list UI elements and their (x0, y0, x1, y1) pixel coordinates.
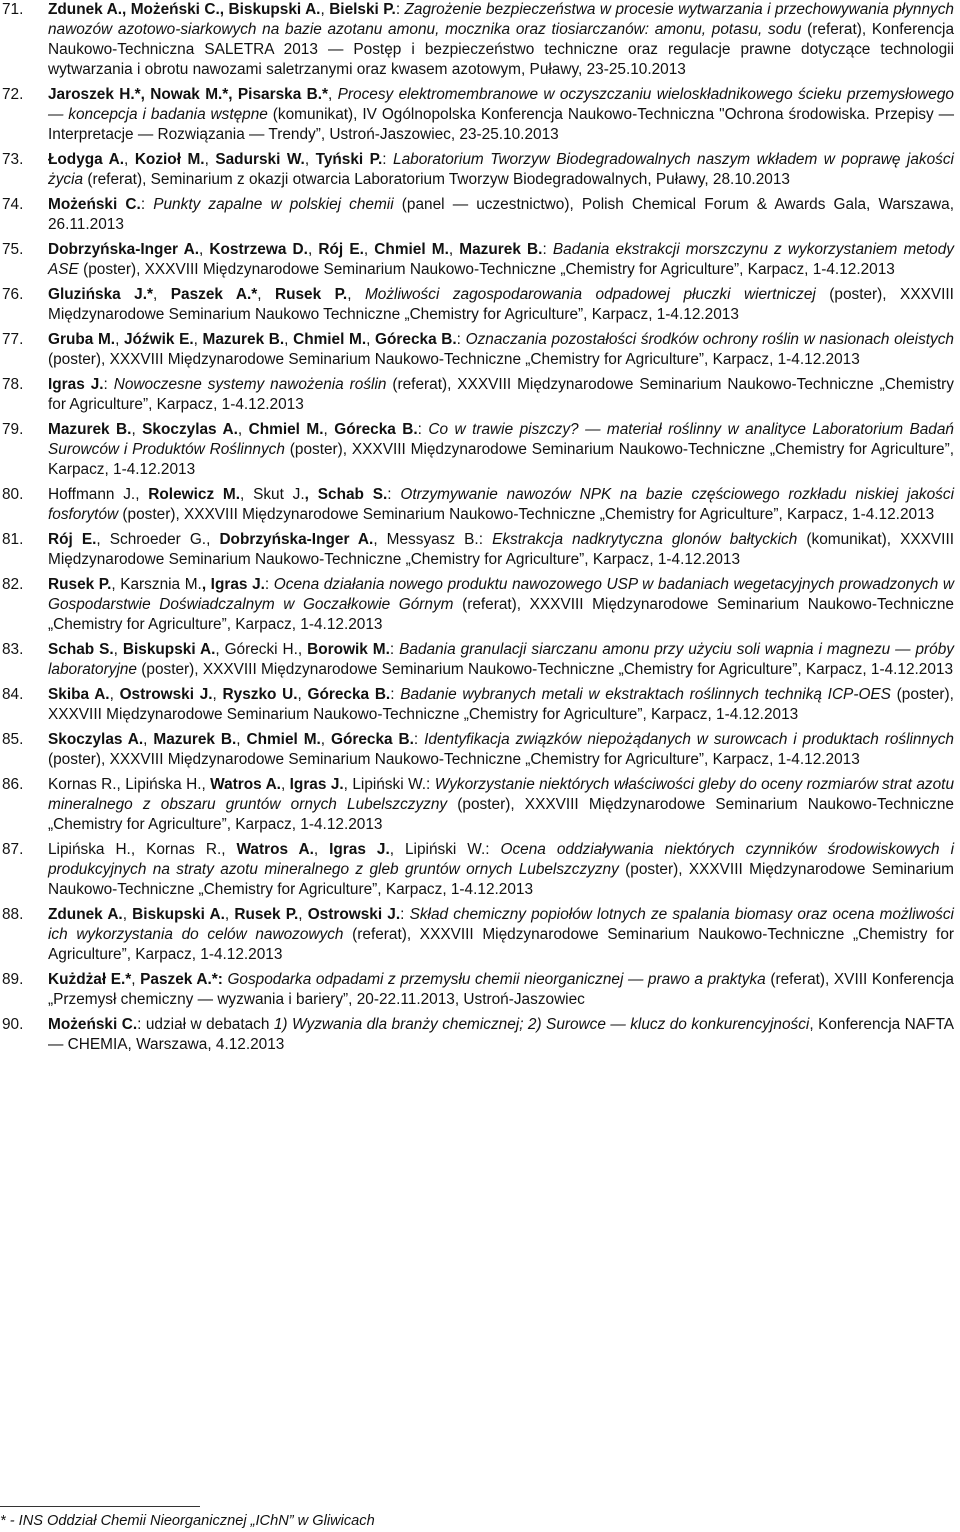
entry-details: (poster), XXXVIII Międzynarodowe Seminarium Naukowo-Techniczne „Chemistry for Agriculture”, Karpacz, 1-4.12.2013 (48, 351, 860, 368)
entry-text (48, 85, 954, 145)
entry-authors: Ostrowski J. (307, 906, 401, 923)
entry-authors: Gluzińska J.* (48, 286, 153, 303)
entry-details: , Lipiński W.: (343, 776, 435, 793)
entry-authors: Paszek A.* (170, 286, 258, 303)
entry-title: Zagrożenie bezpieczeństwa w procesie wytwarzania i przechowywania płynnych nawozów azotowo-siarkowych na bazie azotanu amonu, mocznika oraz tiosiarczanów: amonu, potasu, sodu (48, 1, 954, 38)
entry-authors: Rusek P. (48, 576, 112, 593)
entry-authors: Ostrowski J. (119, 686, 213, 703)
entry-authors: Rusek P. (274, 286, 348, 303)
entry-title: Laboratorium Tworzyw Biodegradowalnych naszym wkładem w poprawę jakości życia (48, 151, 954, 188)
entry-details: : (140, 196, 154, 213)
entry-number: 77. (2, 331, 24, 348)
entry-authors: Skoczylas A. (142, 421, 238, 438)
entry-number: 76. (2, 286, 24, 303)
entry-details: , (298, 906, 308, 923)
entry-authors: Skoczylas A. (48, 731, 144, 748)
entry-authors: Igras J. (48, 376, 104, 393)
entry-text (48, 730, 954, 770)
entry-title: Otrzymywanie nawozów NPK na bazie częściowego rozkładu niskiej jakości fosforytów (48, 486, 954, 523)
entry-authors: Górecka B. (375, 331, 457, 348)
entry-details: (referat), XXXVIII Międzynarodowe Seminarium Naukowo-Techniczne „Chemistry for Agriculture”, Karpacz, 1-4.12.2013 (48, 376, 954, 413)
entry-title: Procesy elektromembranowe w oczyszczaniu wieloskładnikowego ścieku przemysłowego ― koncepcja i badania wstępne (48, 86, 954, 123)
entry-authors: Igras J. (289, 776, 344, 793)
entry-text (48, 485, 954, 525)
entry-number: 78. (2, 376, 24, 393)
entry-text (48, 970, 954, 1010)
entry-details: , (257, 286, 275, 303)
entry-details: (referat), XXXVIII Międzynarodowe Seminarium Naukowo-Techniczne „Chemistry for Agriculture”, Karpacz, 1-4.12.2013 (48, 926, 955, 963)
publication-entry (0, 840, 958, 900)
entry-authors: Chmiel M. (248, 421, 324, 438)
entry-number: 71. (2, 1, 24, 18)
entry-details: Lipińska H., Kornas R., (48, 841, 237, 858)
publication-entry (0, 150, 958, 190)
entry-details: , (124, 151, 135, 168)
publication-entry (0, 375, 958, 415)
publication-entry (0, 330, 958, 370)
entry-title: Skład chemiczny popiołów lotnych ze spalania biomasy oraz ocena możliwości ich wykorzystania do celów nawozowych (48, 906, 954, 943)
entry-details: Hoffmann J., (48, 486, 149, 503)
publication-entry (0, 530, 958, 570)
entry-details: : (390, 686, 401, 703)
entry-title: Badanie wybranych metali w ekstraktach roślinnych techniką ICP-OES (400, 686, 891, 703)
entry-details: : (395, 1, 405, 18)
entry-details: : (542, 241, 553, 258)
entry-number: 80. (2, 486, 24, 503)
entry-authors: Chmiel M. (293, 331, 367, 348)
entry-text (48, 150, 954, 190)
publication-entry (0, 730, 958, 770)
entry-details: , (122, 906, 133, 923)
entry-details: , Górecki H., (215, 641, 308, 658)
publication-entry (0, 0, 958, 80)
entry-text (48, 775, 954, 835)
entry-title: Badania granulacji siarczanu amonu przy użyciu soli wapnia i magnezu ― próby laboratoryjne (48, 641, 954, 678)
entry-details: : (103, 376, 114, 393)
entry-details: (komunikat), XXXVIII Międzynarodowe Seminarium Naukowo-Techniczne „Chemistry for Agriculture”, Karpacz, 1-4.12.2013 (48, 531, 955, 568)
entry-details: (panel ― uczestnictwo), Polish Chemical Forum & Awards Gala, Warszawa, 26.11.2013 (48, 196, 954, 233)
entry-number: 87. (2, 841, 24, 858)
entry-details: , (280, 776, 290, 793)
entry-details: , (153, 286, 171, 303)
entry-details: , (131, 971, 141, 988)
entry-details: , (304, 151, 316, 168)
entry-text (48, 530, 954, 570)
entry-details: , (363, 241, 375, 258)
publication-entry (0, 285, 958, 325)
entry-authors: Watros A. (236, 841, 314, 858)
entry-details: (poster), XXXVIII Międzynarodowe Seminarium Naukowo Techniczne „Chemistry for Agriculture”, Karpacz, 1-4.12.2013 (48, 286, 954, 323)
entry-details: (poster), XXXVIII Międzynarodowe Seminarium Naukowo-Techniczne „Chemistry for Agriculture”, Karpacz, 1-4.12.2013 (48, 861, 954, 898)
entry-authors: Jóźwik E. (123, 331, 194, 348)
entry-details: , (115, 331, 124, 348)
entry-details: , (236, 731, 247, 748)
entry-authors: Chmiel M. (246, 731, 321, 748)
entry-authors: Jaroszek H.*, Nowak M.*, Pisarska B.* (48, 86, 328, 103)
entry-authors: , Schab S. (304, 486, 388, 503)
entry-title: Nowoczesne systemy nawożenia roślin (113, 376, 387, 393)
entry-text (48, 375, 954, 415)
entry-details: , (323, 421, 335, 438)
entry-authors: Paszek A.*: (140, 971, 223, 988)
footnote: * - INS Oddział Chemii Nieorganicznej „IChN” w Gliwicach (0, 1513, 375, 1529)
entry-text (48, 640, 954, 680)
entry-details: , Skut J. (240, 486, 305, 503)
entry-details: , (237, 421, 249, 438)
entry-authors: , Igras J. (201, 576, 265, 593)
entry-authors: Mazurek B. (459, 241, 543, 258)
publication-entry (0, 905, 958, 965)
publication-entry (0, 575, 958, 635)
publication-entry (0, 485, 958, 525)
entry-title: Gospodarka odpadami z przemysłu chemii nieorganicznej ― prawo a praktyka (227, 971, 766, 988)
entry-details: , (204, 151, 216, 168)
entry-authors: Rusek P. (234, 906, 299, 923)
entry-authors: Zdunek A. (48, 906, 123, 923)
entry-text (48, 195, 954, 235)
entry-details: : (387, 486, 401, 503)
entry-authors: Rolewicz M. (148, 486, 241, 503)
entry-authors: Biskupski A. (122, 641, 216, 658)
entry-details: (poster), XXXVIII Międzynarodowe Seminarium Naukowo-Techniczne „Chemistry for Agriculture”, Karpacz, 1-4.12.2013 (78, 261, 895, 278)
entry-details: , (320, 731, 331, 748)
entry-text (48, 840, 954, 900)
entry-details: , (143, 731, 154, 748)
entry-details: : udział w debatach (137, 1016, 274, 1033)
entry-title: Ocena oddziaływania niektórych czynników środowiskowych i produkcyjnych na straty azotu mineralnego z gleb gruntów ornych Lubelszczyzny (48, 841, 955, 878)
entry-details: , (224, 906, 235, 923)
entry-authors: Biskupski A. (132, 906, 225, 923)
entry-title: Ocena działania nowego produktu nawozowego USP w badaniach wegetacyjnych prowadzonych w Gospodarstwie Doświadczalnym w Goczałkowie Górnym (48, 576, 955, 613)
entry-text (48, 905, 954, 965)
entry-number: 73. (2, 151, 24, 168)
entry-details: : (400, 906, 410, 923)
publication-entry (0, 85, 958, 145)
publication-entry (0, 775, 958, 835)
entry-authors: Bielski P. (329, 1, 396, 18)
entry-authors: Zdunek A., Możeński C., Biskupski A. (48, 1, 321, 18)
entry-details: : (417, 421, 429, 438)
entry-details: : (264, 576, 274, 593)
entry-title: Identyfikacja związków niepożądanych w surowcach i produktach roślinnych (424, 731, 954, 748)
entry-authors: Górecka B. (307, 686, 391, 703)
entry-authors: Skiba A. (48, 686, 110, 703)
entry-authors: Borowik M. (307, 641, 390, 658)
entry-details: , (198, 241, 210, 258)
entry-authors: Tyński P. (315, 151, 383, 168)
entry-title: Laboratorium Badań Surowców i Produktów Roślinnych (48, 421, 954, 458)
entry-details: : (413, 731, 425, 748)
entry-text (48, 285, 954, 325)
entry-number: 72. (2, 86, 24, 103)
entry-authors: Kostrzewa D. (209, 241, 308, 258)
entry-number: 85. (2, 731, 24, 748)
entry-authors: Gruba M. (48, 331, 116, 348)
entry-details: (referat), Seminarium z okazji otwarcia Laboratorium Tworzyw Biodegradowalnych, Puławy, 28.10.2013 (83, 171, 790, 188)
entry-details: : (389, 641, 400, 658)
entry-details: (poster), XXXVIII Międzynarodowe Seminarium Naukowo-Techniczne „Chemistry for Agriculture”, Karpacz, 1-4.12.2013 (48, 751, 860, 768)
entry-number: 86. (2, 776, 24, 793)
entry-details: , (347, 286, 365, 303)
entry-title: Oznaczania pozostałości środków ochrony roślin w nasionach oleistych (465, 331, 954, 348)
entry-title: Co w trawie piszczy? ― materiał roślinny w analityce (428, 421, 806, 438)
entry-authors: Kozioł M. (134, 151, 205, 168)
entry-text (48, 240, 954, 280)
entry-details: , (284, 331, 294, 348)
entry-details: , (313, 841, 330, 858)
entry-details: (referat), Konferencja Naukowo-Techniczna SALETRA 2013 ― Postęp i bezpieczeństwo techniczne oraz regulacje prawne dotyczące technologii wytwarzania i obrotu nawozami saletrzanymi oraz kwasem azotowym, Puławy, 23-25.10.2013 (48, 21, 955, 78)
entry-text (48, 330, 954, 370)
entry-details: (poster), XXXVIII Międzynarodowe Seminarium Naukowo-Techniczne „Chemistry for Agriculture”, Karpacz, 1-4.12.2013 (48, 441, 955, 478)
entry-authors: Sadurski W. (215, 151, 305, 168)
entry-details: , (307, 241, 319, 258)
entry-details: , Messyasz B.: (373, 531, 493, 548)
entry-details: , (113, 641, 123, 658)
entry-title: Badania ekstrakcji morszczynu z wykorzystaniem metody ASE (48, 241, 954, 278)
entry-details: (poster), XXXVIII Międzynarodowe Seminarium Naukowo-Techniczne „Chemistry for Agriculture”, Karpacz, 1-4.12.2013 (118, 506, 935, 523)
entry-text (48, 420, 954, 480)
entry-number: 74. (2, 196, 24, 213)
entry-text (48, 575, 954, 635)
entry-details: , (297, 686, 308, 703)
entry-authors: Rój E. (48, 531, 97, 548)
entry-details: , (212, 686, 223, 703)
entry-authors: Kużdżał E.* (48, 971, 132, 988)
entry-title: Możliwości zagospodarowania odpadowej płuczki wiertniczej (364, 286, 816, 303)
entry-details: Kornas R., Lipińska H., (48, 776, 211, 793)
publication-entry (0, 240, 958, 280)
entry-authors: Watros A. (210, 776, 281, 793)
entry-title: 1) Wyzwania dla branży chemicznej; 2) Surowce ― klucz do konkurencyjności (273, 1016, 810, 1033)
entry-authors: Schab S. (48, 641, 114, 658)
entry-number: 83. (2, 641, 24, 658)
publication-entry (0, 640, 958, 680)
publication-entry (0, 685, 958, 725)
publication-entry (0, 420, 958, 480)
entry-authors: Mazurek B. (153, 731, 237, 748)
entry-authors: Igras J. (329, 841, 390, 858)
entry-number: 89. (2, 971, 24, 988)
entry-number: 84. (2, 686, 24, 703)
entry-details: (poster), XXXVIII Międzynarodowe Seminarium Naukowo-Techniczne „Chemistry for Agriculture”, Karpacz, 1-4.12.2013 (48, 796, 954, 833)
entry-details: , Lipiński W.: (389, 841, 501, 858)
entry-details: , (131, 421, 143, 438)
entry-number: 81. (2, 531, 24, 548)
entry-authors: Łodyga A. (48, 151, 125, 168)
entry-details: : (382, 151, 394, 168)
entry-authors: Rój E. (318, 241, 364, 258)
entry-authors: Górecka B. (334, 421, 418, 438)
entry-text (48, 685, 954, 725)
entry-details: (poster), XXXVIII Międzynarodowe Seminarium Naukowo-Techniczne „Chemistry for Agriculture”, Karpacz, 1-4.12.2013 (136, 661, 954, 678)
entry-authors: Mazurek B. (202, 331, 285, 348)
entry-number: 79. (2, 421, 24, 438)
entry-details: , Konferencja NAFTA ― CHEMIA, Warszawa, 4.12.2013 (48, 1016, 954, 1053)
entry-details: , (366, 331, 376, 348)
entry-number: 82. (2, 576, 24, 593)
entry-details: (referat), XVIII Konferencja „Przemysł chemiczny ― wyzwania i bariery”, 20-22.11.2013, Ustroń-Jaszowiec (48, 971, 954, 1008)
entry-details: , (109, 686, 120, 703)
entry-text (48, 0, 954, 80)
entry-title: Wykorzystanie niektórych właściwości gleby do oceny rozmiarów strat azotu mineralnego z obszaru gruntów ornych Lubelszczyzny (48, 776, 954, 813)
entry-authors: Dobrzyńska-Inger A. (219, 531, 374, 548)
entry-number: 75. (2, 241, 24, 258)
entry-text (48, 1015, 954, 1055)
entry-title: Punkty zapalne w polskiej chemii (153, 196, 394, 213)
publication-entry (0, 970, 958, 1010)
entry-details: , (448, 241, 460, 258)
publication-entry (0, 1015, 958, 1055)
footnote-rule (0, 1506, 200, 1507)
entry-authors: Możeński C. (48, 1016, 138, 1033)
entry-authors: Możeński C. (48, 196, 141, 213)
entry-authors: Górecka B. (331, 731, 414, 748)
entry-authors: Mazurek B. (48, 421, 132, 438)
entry-title: Ekstrakcja nadkrytyczna glonów bałtyckich (492, 531, 798, 548)
entry-authors: Dobrzyńska-Inger A. (48, 241, 199, 258)
entry-details: (poster), XXXVIII Międzynarodowe Seminarium Naukowo-Techniczne „Chemistry for Agriculture”, Karpacz, 1-4.12.2013 (48, 686, 954, 723)
entry-details: , (193, 331, 203, 348)
entry-authors: Ryszko U. (222, 686, 298, 703)
entry-details: , Karsznia M. (111, 576, 202, 593)
entry-details: (referat), XXXVIII Międzynarodowe Seminarium Naukowo-Techniczne „Chemistry for Agriculture”, Karpacz, 1-4.12.2013 (48, 596, 954, 633)
entry-number: 90. (2, 1016, 24, 1033)
entry-details: , (327, 86, 338, 103)
publication-entry (0, 195, 958, 235)
entry-details: , (320, 1, 330, 18)
entry-details: (komunikat), IV Ogólnopolska Konferencja Naukowo-Techniczna "Ochrona środowiska. Przepisy ― Interpretacje ― Rozwiązania ― Trendy”, Ustroń-Jaszowiec, 23-25.10.2013 (48, 106, 954, 143)
entry-authors: Chmiel M. (374, 241, 449, 258)
entry-details: : (456, 331, 466, 348)
entry-details: , Schroeder G., (96, 531, 220, 548)
entry-number: 88. (2, 906, 24, 923)
